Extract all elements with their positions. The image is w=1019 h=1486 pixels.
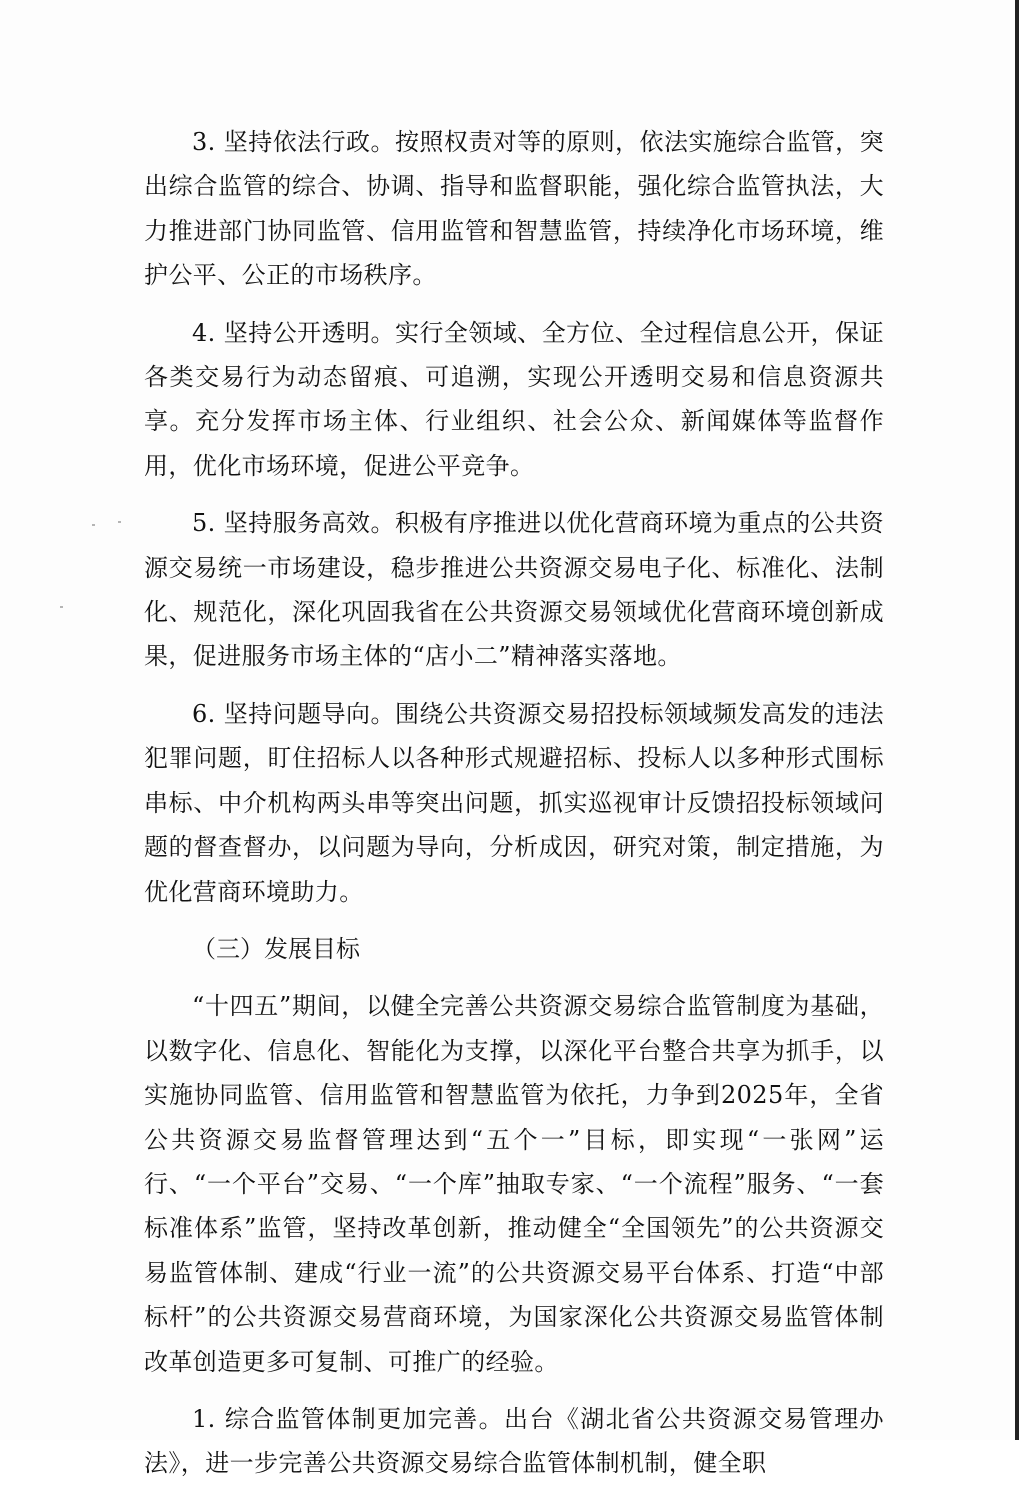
paragraph-principle-3: 3. 坚持依法行政。按照权责对等的原则，依法实施综合监管，突出综合监管的综合、协调、指导和监督职能，强化综合监管执法，大力推进部门协同监管、信用监管和智慧监管，持续净化市场环境，维护公平、公正的市场秩序。	[144, 128, 884, 290]
scan-speck	[60, 606, 63, 608]
document-body	[144, 120, 884, 1486]
scan-edge	[1015, 0, 1019, 1440]
paragraph-principle-6: 6. 坚持问题导向。围绕公共资源交易招投标领域频发高发的违法犯罪问题，盯住招标人以各种形式规避招标、投标人以多种形式围标串标、中介机构两头串等突出问题，抓实巡视审计反馈招投标领域问题的督查督办，以问题为导向，分析成因，研究对策，制定措施，为优化营商环境助力。	[144, 699, 884, 906]
paragraph-development-goals: “十四五”期间，以健全完善公共资源交易综合监管制度为基础，以数字化、信息化、智能化为支撑，以深化平台整合共享为抓手，以实施协同监管、信用监管和智慧监管为依托，力争到2025年，全省公共资源交易监督管理达到“五个一”目标，即实现“一张网”运行、“一个平台”交易、“一个库”抽取专家、“一个流程”服务、“一套标准体系”监管，坚持改革创新，推动健全“全国领先”的公共资源交易监管体制、建成“行业一流”的公共资源交易平台体系、打造“中部标杆”的公共资源交易营商环境，为国家深化公共资源交易监管体制改革创造更多可复制、可推广的经验。	[144, 992, 884, 1376]
paragraph-goal-1: 1. 综合监管体制更加完善。出台《湖北省公共资源交易管理办法》，进一步完善公共资源交易综合监管体制机制，健全职	[144, 1404, 884, 1478]
scan-speck	[92, 524, 95, 526]
paragraph-principle-4: 4. 坚持公开透明。实行全领域、全方位、全过程信息公开，保证各类交易行为动态留痕、可追溯，实现公开透明交易和信息资源共享。充分发挥市场主体、行业组织、社会公众、新闻媒体等监督作用，优化市场环境，促进公平竞争。	[144, 318, 884, 480]
scan-speck	[118, 521, 121, 523]
paragraph-principle-5: 5. 坚持服务高效。积极有序推进以优化营商环境为重点的公共资源交易统一市场建设，稳步推进公共资源交易电子化、标准化、法制化、规范化，深化巩固我省在公共资源交易领域优化营商环境创新成果，促进服务市场主体的“店小二”精神落实落地。	[144, 509, 884, 671]
section-heading: （三）发展目标	[192, 934, 360, 963]
